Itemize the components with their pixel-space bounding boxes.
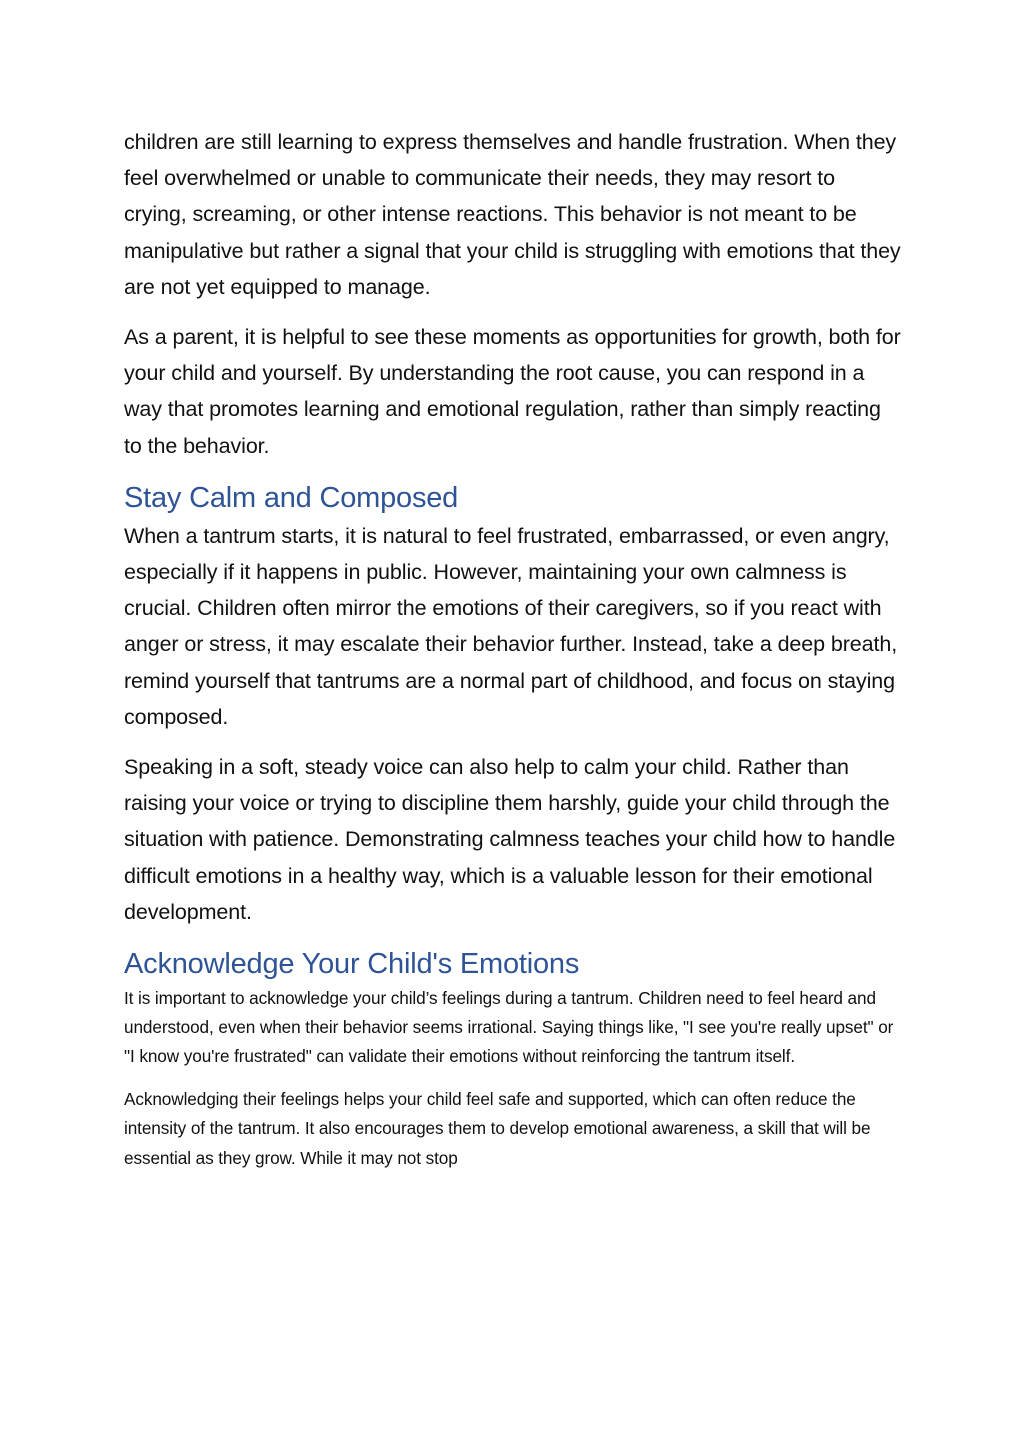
acknowledge-paragraph-1: It is important to acknowledge your child’s feelings during a tantrum. Children need to feel heard and understood, even when their behavior seems irrational. Saying things like, "I see you're really upset" or "I know you're frustrated" can validate their emotions without reinforcing the tantrum itself. — [124, 988, 894, 1067]
acknowledge-paragraph-2: Acknowledging their feelings helps your child feel safe and supported, which can often reduce the intensity of the tantrum. It also encourages them to develop emotional awareness, a skill that will be essential as they grow. While it may not stop — [124, 1089, 871, 1168]
section-heading-acknowledge-emotions: Acknowledge Your Child's Emotions — [124, 948, 580, 981]
stay-calm-paragraph-1: When a tantrum starts, it is natural to feel frustrated, embarrassed, or even angry, especially if it happens in public. However, maintaining your own calmness is crucial. Children often mirror the emotions of their caregivers, so if you react with anger or stress, it may escalate their behavior further. Instead, take a deep breath, remind yourself that tantrums are a normal part of childhood, and focus on staying composed. — [124, 523, 898, 729]
section-heading-stay-calm: Stay Calm and Composed — [124, 481, 459, 514]
stay-calm-paragraph-2: Speaking in a soft, steady voice can also help to calm your child. Rather than raising your voice or trying to discipline them harshly, guide your child through the situation with patience. Demonstrating calmness teaches your child how to handle difficult emotions in a healthy way, which is a valuable lesson for their emotional development. — [124, 755, 896, 924]
document-page — [124, 124, 902, 1173]
intro-paragraph-1: children are still learning to express themselves and handle frustration. When they feel overwhelmed or unable to communicate their needs, they may resort to crying, screaming, or other intense reactions. This behavior is not meant to be manipulative but rather a signal that your child is struggling with emotions that they are not yet equipped to manage. — [124, 130, 901, 299]
intro-paragraph-2: As a parent, it is helpful to see these moments as opportunities for growth, both for your child and yourself. By understanding the root cause, you can respond in a way that promotes learning and emotional regulation, rather than simply reacting to the behavior. — [124, 325, 901, 458]
